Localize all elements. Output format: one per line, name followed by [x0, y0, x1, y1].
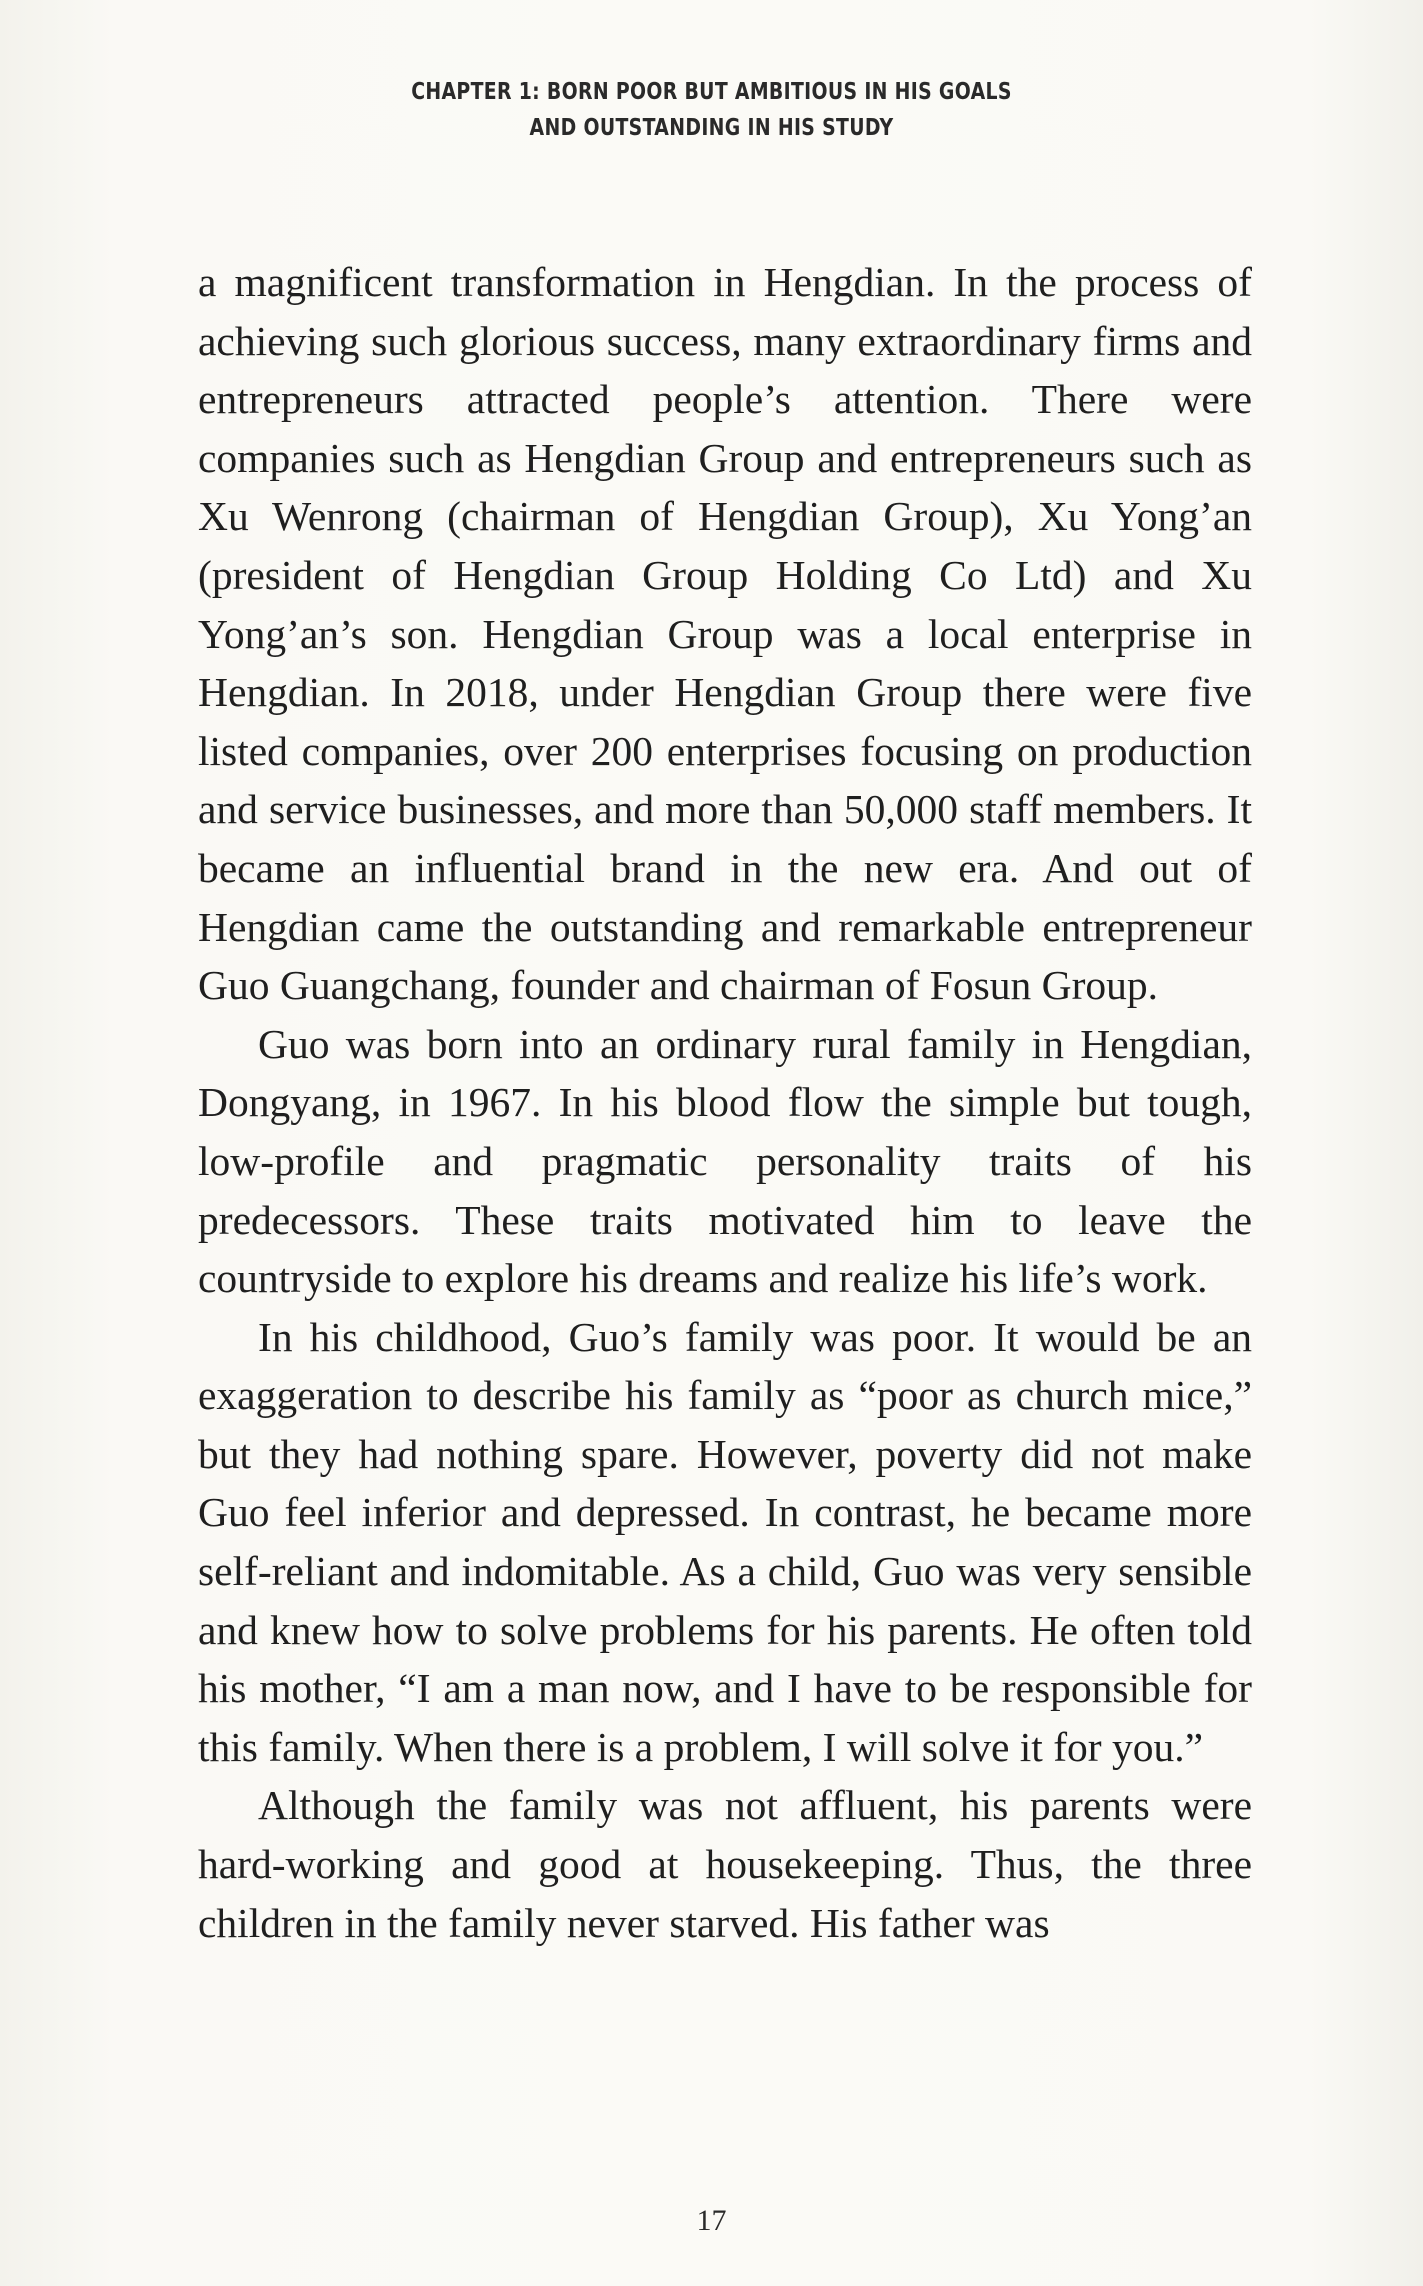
header-line-1: CHAPTER 1: BORN POOR BUT AMBITIOUS IN HIS GOALS — [411, 79, 1012, 105]
paragraph: Guo was born into an ordinary rural family in Hengdian, Dongyang, in 1967. In his blood flow the simple but tough, low-profile and pragmatic personality traits of his predecessors. These traits motivated him to leave the countryside to explore his dreams and realize his life’s work. — [198, 1020, 1252, 1302]
running-header — [128, 74, 1295, 146]
page-number: 17 — [696, 2204, 727, 2237]
paragraph: Although the family was not affluent, his parents were hard-working and good at housekeeping. Thus, the three children in the family never starved. His father was — [198, 1782, 1252, 1946]
paragraph-continued: a magnificent transformation in Hengdian. In the process of achieving such glorious success, many extraordinary firms and entrepreneurs attracted people’s attention. There were companies such as Hengdian Group and entrepreneurs such as Xu Wenrong (chairman of Hengdian Group), Xu Yong’an (president of Hengdian Group Holding Co Ltd) and Xu Yong’an’s son. Hengdian Group was a local enterprise in Hengdian. In 2018, under Hengdian Group there were five listed companies, over 200 enterprises focusing on production and service businesses, and more than 50,000 staff members. It became an influential brand in the new era. And out of Hengdian came the outstanding and remarkable entrepreneur Guo Guangchang, founder and chairman of Fosun Group. — [198, 259, 1252, 1009]
header-line-2: AND OUTSTANDING IN HIS STUDY — [529, 115, 894, 141]
paragraph: In his childhood, Guo’s family was poor. It would be an exaggeration to describe his family as “poor as church mice,” but they had nothing spare. However, poverty did not make Guo feel inferior and depressed. In contrast, he became more self-reliant and indomitable. As a child, Guo was very sensible and knew how to solve problems for his parents. He often told his mother, “I am a man now, and I have to be responsible for this family. When there is a problem, I will solve it for you.” — [198, 1313, 1252, 1770]
body-text — [198, 253, 1252, 1952]
